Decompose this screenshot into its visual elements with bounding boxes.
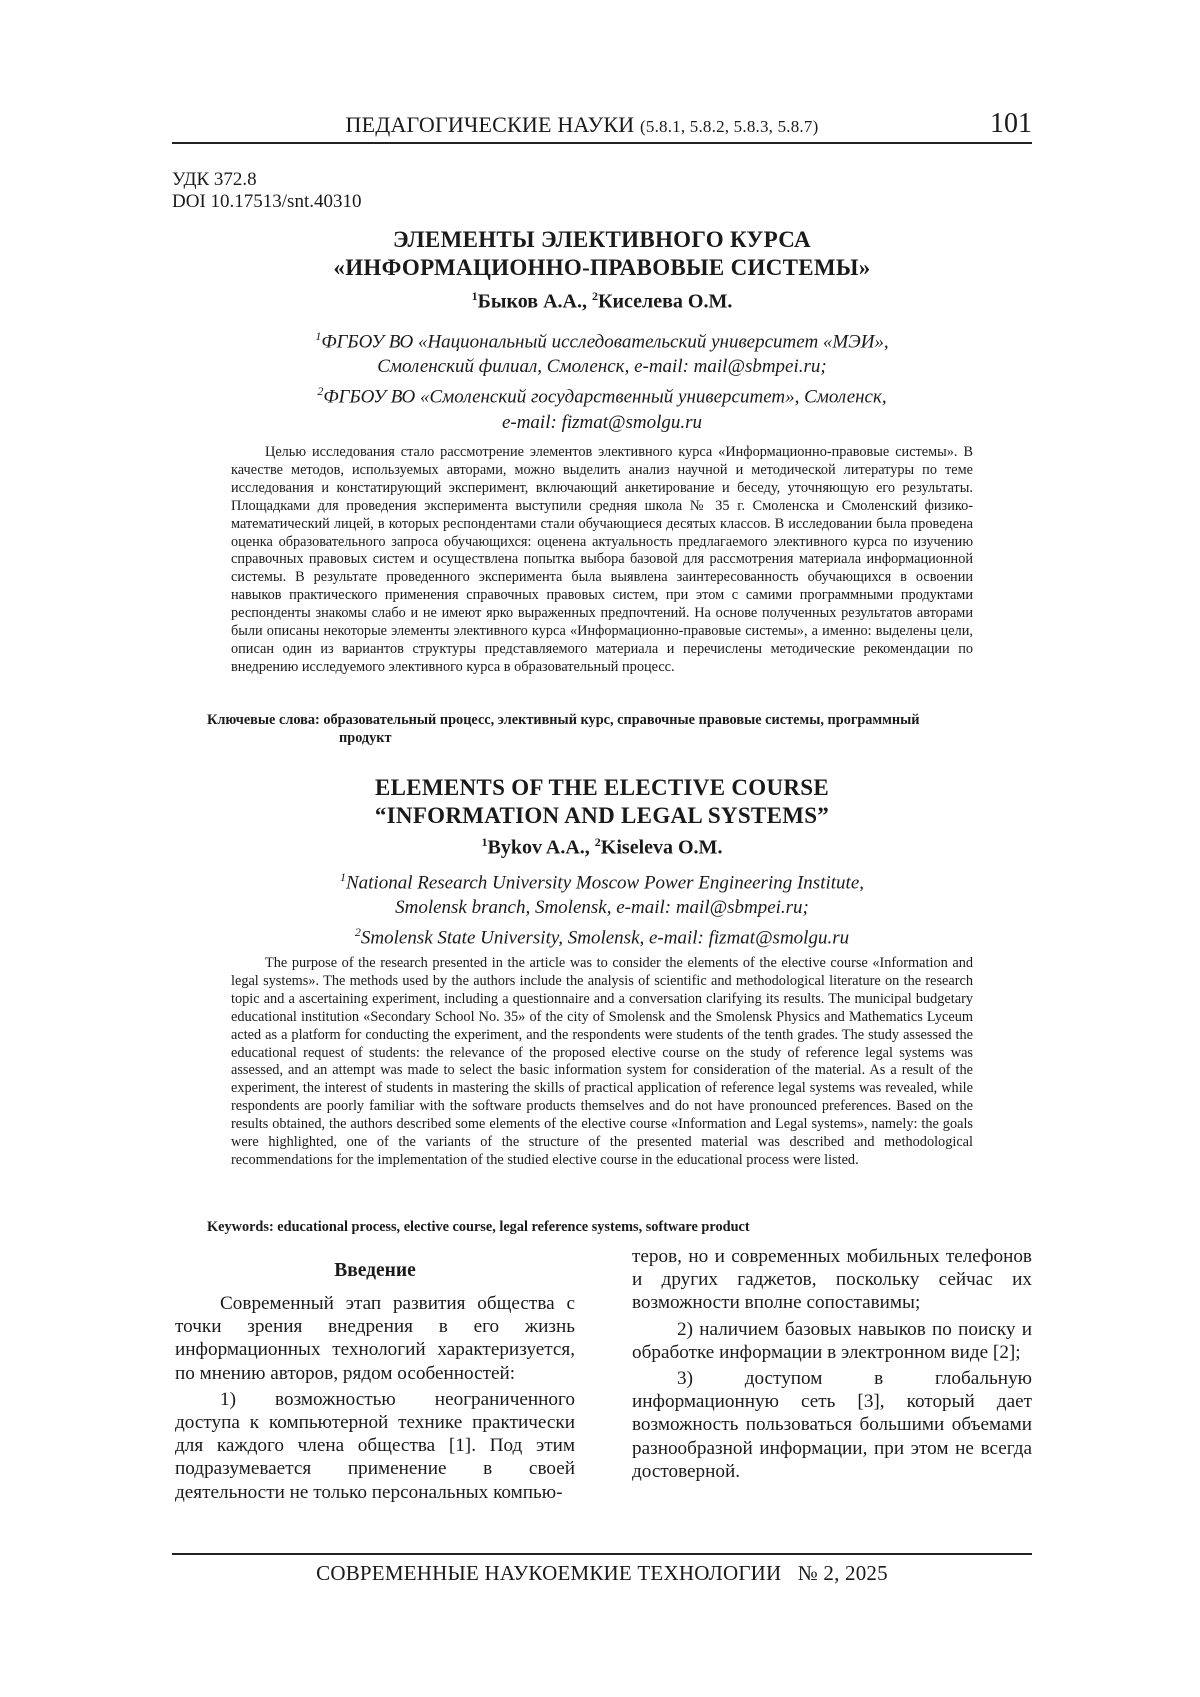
section-name: ПЕДАГОГИЧЕСКИЕ НАУКИ <box>345 112 635 137</box>
en-author1: Bykov A.A., <box>487 836 595 859</box>
body-column-left <box>175 1292 575 1504</box>
ru-author1: Быков А.А., <box>477 290 592 313</box>
section-heading-introduction: Введение <box>334 1260 416 1281</box>
en-author2-sup: 2 <box>594 835 601 849</box>
journal-name: СОВРЕМЕННЫЕ НАУКОЕМКИЕ ТЕХНОЛОГИИ <box>316 1561 782 1585</box>
en-abstract: The purpose of the research presented in the article was to consider the elements of the elective course «Information and legal systems». The methods used by the authors include the analysis of scientific and methodological literature on the research topic and a ascertaining experiment, including a questionnaire and a conversation clarifying its results. The municipal budgetary educational institution «Secondary School No. 35» of the city of Smolensk and the Smolensk Physics and Mathematics Lyceum acted as a platform for conducting the experiment, and the respondents were students of the tenth grades. The study assessed the educational request of students: the relevance of the proposed elective course on the study of reference legal systems was assessed, and an attempt was made to select the basic information system for consideration of the material. As a result of the experiment, the interest of students in mastering the skills of practical application of reference legal systems was revealed, while respondents are poorly familiar with the software products themselves and do not have pronounced preferences. Based on the results obtained, the authors described some elements of the elective course «Information and Legal systems», namely: the goals were highlighted, one of the variants of the structure of the presented material was described and methodological recommendations for the implementation of the studied elective course in the educational process were listed. <box>231 955 973 1168</box>
running-head <box>172 108 1032 142</box>
header-rule <box>172 142 1032 144</box>
running-title <box>172 112 992 138</box>
body-paragraph: 2) наличием базовых навыков по поиску и обработке информации в электронном виде [2]; <box>632 1318 1032 1363</box>
ru-title-line1: ЭЛЕМЕНТЫ ЭЛЕКТИВНОГО КУРСА <box>393 227 811 252</box>
specialty-codes: (5.8.1, 5.8.2, 5.8.3, 5.8.7) <box>640 117 819 136</box>
en-title-line2: “INFORMATION AND LEGAL SYSTEMS” <box>374 803 830 828</box>
footer-rule <box>172 1553 1032 1555</box>
ru-abstract: Целью исследования стало рассмотрение элементов элективного курса «Информационно-правовые системы». В качестве методов, используемых авторами, можно выделить анализ научной и методической литературы по теме исследования и констатирующий эксперимент, включающий анкетирование и беседу, уточняющую его результаты. Площадками для проведения эксперимента выступили средняя школа № 35 г. Смоленска и Смоленский физико-математический лицей, в которых респондентами стали обучающиеся десятых классов. В исследовании была проведена оценка образовательного запроса обучающихся: оценена актуальность предлагаемого элективного курса по изучению справочных правовых систем и осуществлена попытка выбора базовой для рассмотрения материала информационной системы. В результате проведенного эксперимента была выявлена заинтересованность обучающихся в освоении навыков практического применения справочных правовых систем, при этом с самими программными продуктами респонденты знакомы слабо и не имеют ярко выраженных предпочтений. На основе полученных результатов авторами были описаны некоторые элементы элективного курса «Информационно-правовые системы», а именно: выделены цели, описан один из вариантов структуры представляемого материала и перечислены методические рекомендации по внедрению исследуемого элективного курса в образовательный процесс. <box>231 444 973 675</box>
en-keywords: Keywords: educational process, elective course, legal reference systems, software product <box>207 1219 750 1235</box>
en-affil2-sup: 2 <box>354 925 361 940</box>
journal-issue: № 2, 2025 <box>797 1561 888 1585</box>
ru-title <box>172 226 1032 282</box>
en-affil1-line2: Smolensk branch, Smolensk, e-mail: mail@sbmpei.ru; <box>395 897 809 919</box>
ru-author2-sup: 2 <box>591 289 598 303</box>
en-affil1-sup: 1 <box>339 870 346 884</box>
ru-affil2-line1: ФГБОУ ВО «Смоленский государственный университет», Смоленск, <box>323 386 887 408</box>
en-authors <box>172 835 1032 860</box>
journal-footer <box>172 1561 1032 1586</box>
udk-code: УДК 372.8 <box>172 169 257 190</box>
en-affil1-line1: National Research University Moscow Power Engineering Institute, <box>345 872 865 894</box>
doi: DOI 10.17513/snt.40310 <box>172 191 362 212</box>
body-paragraph: Современный этап развития общества с точки зрения внедрения в его жизнь информационных технологий характеризуется, по мнению авторов, рядом особенностей: <box>175 1293 575 1384</box>
ru-affil1-line1: ФГБОУ ВО «Национальный исследовательский университет «МЭИ», <box>321 331 889 353</box>
en-author2: Kiseleva O.M. <box>600 836 723 859</box>
ru-keywords-line1: Ключевые слова: образовательный процесс, элективный курс, справочные правовые системы, программный <box>207 712 920 728</box>
body-paragraph: 1) возможностью неограниченного доступа к компьютерной технике практически для каждого члена общества [1]. Под этим подразумевается применение в своей деятельности не только персональных компью- <box>175 1388 575 1503</box>
ru-affil2-sup: 2 <box>317 384 324 399</box>
en-affiliations <box>172 865 1032 951</box>
ru-keywords-line2: продукт <box>339 730 392 746</box>
article-meta <box>172 169 361 213</box>
en-author1-sup: 1 <box>481 835 488 849</box>
ru-affiliations <box>172 324 1032 435</box>
en-affil2-line1: Smolensk State University, Smolensk, e-mail: fizmat@smolgu.ru <box>360 927 850 949</box>
body-column-right <box>632 1245 1032 1483</box>
ru-affil2-line2: e-mail: fizmat@smolgu.ru <box>501 411 703 433</box>
ru-author2: Киселева О.М. <box>597 290 733 313</box>
ru-author1-sup: 1 <box>471 289 478 303</box>
body-paragraph: 3) доступом в глобальную информационную сеть [3], который дает возможность пользоваться большими объемами разнообразной информации, при этом не всегда достоверной. <box>632 1368 1032 1482</box>
en-title <box>172 774 1032 830</box>
en-title-line1: ELEMENTS OF THE ELECTIVE COURSE <box>374 775 830 800</box>
ru-title-line2: «ИНФОРМАЦИОННО-ПРАВОВЫЕ СИСТЕМЫ» <box>333 255 871 280</box>
ru-authors <box>172 289 1032 314</box>
ru-affil1-line2: Смоленский филиал, Смоленск, e-mail: mail@sbmpei.ru; <box>377 356 827 378</box>
ru-affil1-sup: 1 <box>315 329 322 343</box>
body-paragraph: теров, но и современных мобильных телефонов и других гаджетов, поскольку сейчас их возможности вполне сопоставимы; <box>632 1246 1032 1314</box>
ru-keywords <box>207 711 1027 747</box>
page-number: 101 <box>990 108 1032 139</box>
